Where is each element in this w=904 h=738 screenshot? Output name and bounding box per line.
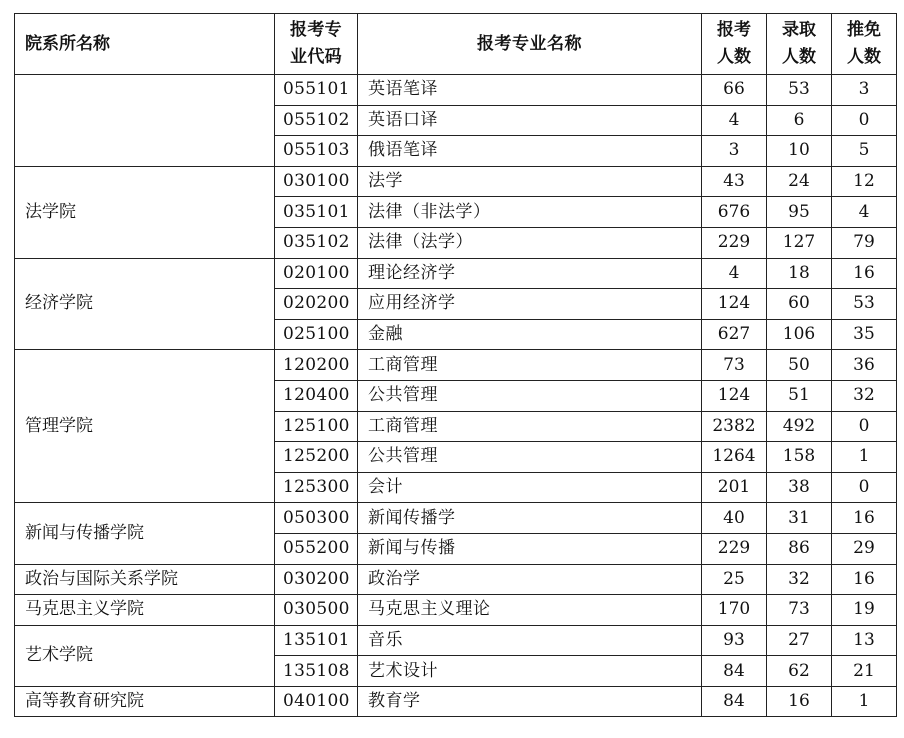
exempt-cell: 53 — [832, 289, 897, 320]
admitted-cell: 95 — [767, 197, 832, 228]
dept-name-cell: 高等教育研究院 — [15, 686, 275, 717]
admitted-cell: 106 — [767, 319, 832, 350]
major-code-cell: 055101 — [275, 75, 358, 106]
admitted-cell: 86 — [767, 533, 832, 564]
admitted-cell: 51 — [767, 380, 832, 411]
admitted-cell: 73 — [767, 595, 832, 626]
admitted-cell: 10 — [767, 136, 832, 167]
admitted-cell: 31 — [767, 503, 832, 534]
table-row — [15, 350, 897, 381]
applicants-cell: 73 — [702, 350, 767, 381]
header-admitted: 录取 人数 — [767, 14, 832, 75]
applicants-cell: 2382 — [702, 411, 767, 442]
table-row — [15, 625, 897, 656]
major-code-cell: 035102 — [275, 227, 358, 258]
table-row — [15, 686, 897, 717]
exempt-cell: 4 — [832, 197, 897, 228]
admissions-table — [14, 13, 897, 717]
admitted-cell: 18 — [767, 258, 832, 289]
header-row — [15, 14, 897, 75]
applicants-cell: 676 — [702, 197, 767, 228]
major-name-cell: 会计 — [358, 472, 702, 503]
table-row — [15, 166, 897, 197]
dept-name-cell: 政治与国际关系学院 — [15, 564, 275, 595]
dept-name-cell: 经济学院 — [15, 258, 275, 350]
admitted-cell: 492 — [767, 411, 832, 442]
admitted-cell: 53 — [767, 75, 832, 106]
exempt-cell: 29 — [832, 533, 897, 564]
applicants-cell: 229 — [702, 227, 767, 258]
major-name-cell: 公共管理 — [358, 380, 702, 411]
exempt-cell: 1 — [832, 686, 897, 717]
admitted-cell: 50 — [767, 350, 832, 381]
exempt-cell: 32 — [832, 380, 897, 411]
applicants-cell: 84 — [702, 656, 767, 687]
exempt-cell: 0 — [832, 411, 897, 442]
exempt-cell: 5 — [832, 136, 897, 167]
major-code-cell: 025100 — [275, 319, 358, 350]
applicants-cell: 627 — [702, 319, 767, 350]
admitted-cell: 16 — [767, 686, 832, 717]
exempt-cell: 13 — [832, 625, 897, 656]
table-row — [15, 503, 897, 534]
major-code-cell: 030500 — [275, 595, 358, 626]
exempt-cell: 19 — [832, 595, 897, 626]
admitted-cell: 27 — [767, 625, 832, 656]
admitted-cell: 158 — [767, 442, 832, 473]
dept-name-cell: 马克思主义学院 — [15, 595, 275, 626]
major-code-cell: 125100 — [275, 411, 358, 442]
major-code-cell: 020200 — [275, 289, 358, 320]
major-code-cell: 125300 — [275, 472, 358, 503]
major-code-cell: 055103 — [275, 136, 358, 167]
exempt-cell: 36 — [832, 350, 897, 381]
dept-name-cell — [15, 75, 275, 167]
major-code-cell: 020100 — [275, 258, 358, 289]
major-code-cell: 040100 — [275, 686, 358, 717]
table-row — [15, 564, 897, 595]
exempt-cell: 16 — [832, 258, 897, 289]
header-exempt: 推免 人数 — [832, 14, 897, 75]
applicants-cell: 170 — [702, 595, 767, 626]
admitted-cell: 127 — [767, 227, 832, 258]
admitted-cell: 24 — [767, 166, 832, 197]
applicants-cell: 124 — [702, 289, 767, 320]
major-name-cell: 法律（非法学） — [358, 197, 702, 228]
applicants-cell: 66 — [702, 75, 767, 106]
applicants-cell: 4 — [702, 258, 767, 289]
applicants-cell: 229 — [702, 533, 767, 564]
major-name-cell: 新闻与传播 — [358, 533, 702, 564]
applicants-cell: 124 — [702, 380, 767, 411]
admitted-cell: 6 — [767, 105, 832, 136]
major-name-cell: 工商管理 — [358, 411, 702, 442]
table-body — [15, 75, 897, 717]
applicants-cell: 84 — [702, 686, 767, 717]
dept-name-cell: 管理学院 — [15, 350, 275, 503]
exempt-cell: 1 — [832, 442, 897, 473]
exempt-cell: 16 — [832, 503, 897, 534]
major-code-cell: 030100 — [275, 166, 358, 197]
major-name-cell: 英语口译 — [358, 105, 702, 136]
applicants-cell: 3 — [702, 136, 767, 167]
exempt-cell: 21 — [832, 656, 897, 687]
major-name-cell: 公共管理 — [358, 442, 702, 473]
applicants-cell: 93 — [702, 625, 767, 656]
exempt-cell: 35 — [832, 319, 897, 350]
exempt-cell: 3 — [832, 75, 897, 106]
applicants-cell: 43 — [702, 166, 767, 197]
major-code-cell: 055102 — [275, 105, 358, 136]
major-code-cell: 135108 — [275, 656, 358, 687]
table-row — [15, 595, 897, 626]
major-code-cell: 030200 — [275, 564, 358, 595]
major-code-cell: 050300 — [275, 503, 358, 534]
applicants-cell: 25 — [702, 564, 767, 595]
header-dept: 院系所名称 — [15, 14, 275, 75]
major-name-cell: 金融 — [358, 319, 702, 350]
major-name-cell: 政治学 — [358, 564, 702, 595]
major-name-cell: 应用经济学 — [358, 289, 702, 320]
major-code-cell: 035101 — [275, 197, 358, 228]
admitted-cell: 38 — [767, 472, 832, 503]
major-code-cell: 120400 — [275, 380, 358, 411]
applicants-cell: 1264 — [702, 442, 767, 473]
major-name-cell: 俄语笔译 — [358, 136, 702, 167]
exempt-cell: 0 — [832, 472, 897, 503]
major-code-cell: 125200 — [275, 442, 358, 473]
major-name-cell: 马克思主义理论 — [358, 595, 702, 626]
table-row — [15, 258, 897, 289]
header-code: 报考专 业代码 — [275, 14, 358, 75]
major-code-cell: 120200 — [275, 350, 358, 381]
admitted-cell: 32 — [767, 564, 832, 595]
major-name-cell: 音乐 — [358, 625, 702, 656]
exempt-cell: 16 — [832, 564, 897, 595]
applicants-cell: 40 — [702, 503, 767, 534]
applicants-cell: 201 — [702, 472, 767, 503]
major-name-cell: 艺术设计 — [358, 656, 702, 687]
admitted-cell: 62 — [767, 656, 832, 687]
major-name-cell: 教育学 — [358, 686, 702, 717]
dept-name-cell: 艺术学院 — [15, 625, 275, 686]
major-name-cell: 工商管理 — [358, 350, 702, 381]
major-name-cell: 法律（法学） — [358, 227, 702, 258]
dept-name-cell: 法学院 — [15, 166, 275, 258]
exempt-cell: 0 — [832, 105, 897, 136]
exempt-cell: 12 — [832, 166, 897, 197]
major-name-cell: 英语笔译 — [358, 75, 702, 106]
dept-name-cell: 新闻与传播学院 — [15, 503, 275, 564]
header-applicants: 报考 人数 — [702, 14, 767, 75]
table-row — [15, 75, 897, 106]
admitted-cell: 60 — [767, 289, 832, 320]
major-code-cell: 135101 — [275, 625, 358, 656]
exempt-cell: 79 — [832, 227, 897, 258]
major-name-cell: 理论经济学 — [358, 258, 702, 289]
major-name-cell: 法学 — [358, 166, 702, 197]
major-name-cell: 新闻传播学 — [358, 503, 702, 534]
major-code-cell: 055200 — [275, 533, 358, 564]
applicants-cell: 4 — [702, 105, 767, 136]
header-major-name: 报考专业名称 — [358, 14, 702, 75]
